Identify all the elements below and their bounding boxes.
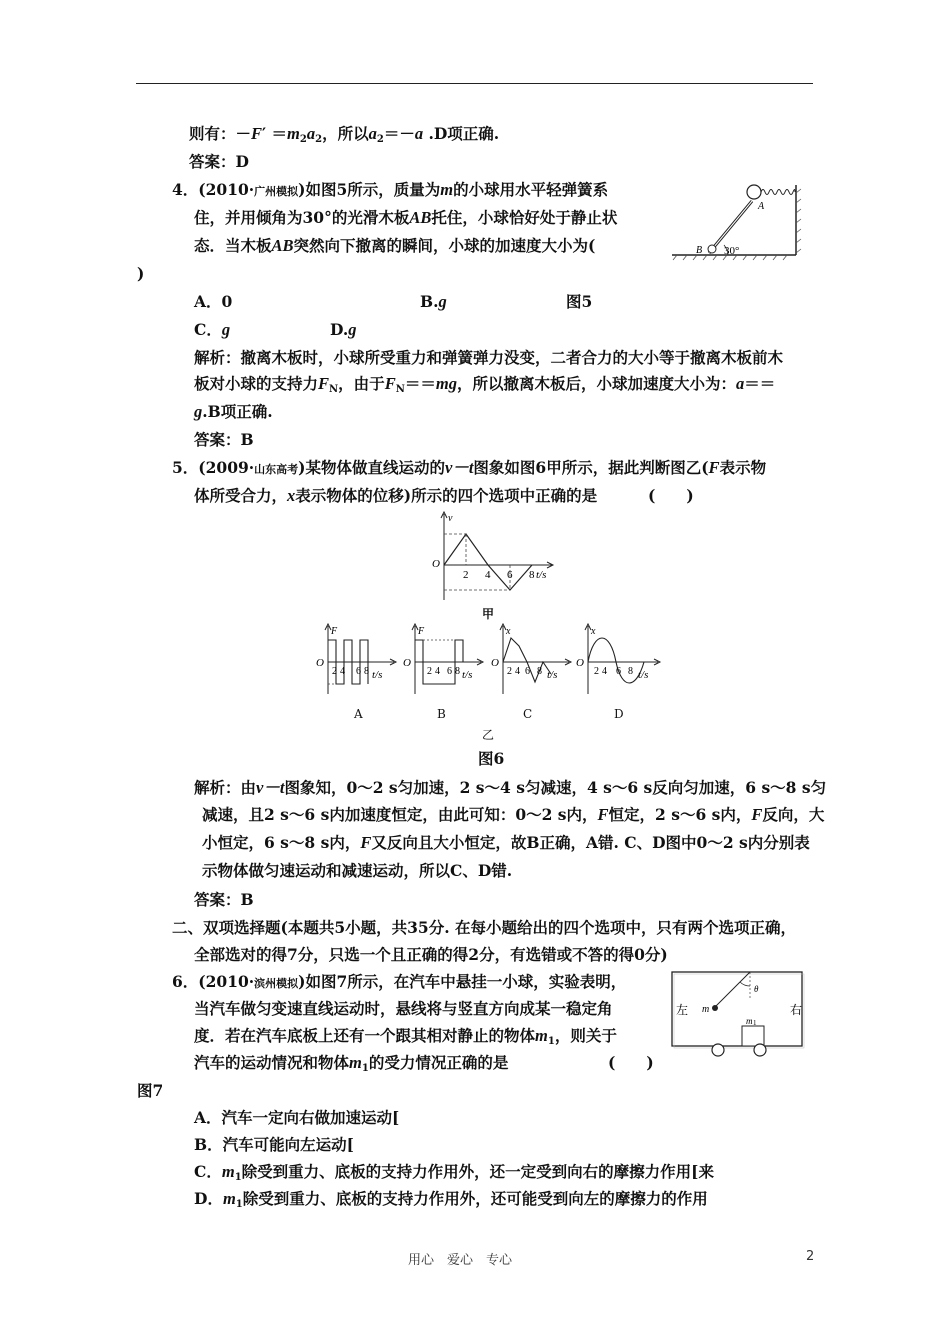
- yi-c-origin: O: [491, 657, 499, 669]
- yi-b-tick-6: 6: [447, 666, 452, 677]
- yi-label-a: A: [354, 707, 363, 721]
- q3-answer: 答案：D: [189, 152, 249, 171]
- q6-line3: 度．若在汽车底板上还有一个跟其相对静止的物体$m_1$，则关于: [194, 1026, 617, 1047]
- figure-7-car-pendulum: [668, 968, 808, 1058]
- q4-figure-caption: 图5: [566, 292, 593, 311]
- jia-tick-8: 8: [529, 569, 535, 581]
- yi-label-b: B: [437, 707, 446, 721]
- yi-c-tick-8: 8: [537, 666, 542, 677]
- yi-d-axis-t: t/s: [638, 669, 649, 681]
- q5-explanation-3: 小恒定，6 s～8 s内，F又反向且大小恒定，故B正确，A错. C、D图中0～2 s内分别表: [202, 833, 810, 852]
- q5-line2: 体所受合力，x表示物体的位移)所示的四个选项中正确的是: [194, 486, 598, 505]
- yi-c-axis-t: t/s: [547, 669, 558, 681]
- fig7-right: 右: [790, 1003, 803, 1017]
- yi-d-axis: x: [591, 626, 596, 637]
- q4-answer: 答案：B: [194, 430, 254, 449]
- yi-d-tick-4: 4: [602, 666, 607, 677]
- q6-option-a: A．汽车一定向右做加速运动[: [194, 1108, 400, 1127]
- yi-label: 乙: [482, 728, 495, 742]
- yi-b-tick-8: 8: [455, 666, 460, 677]
- q5-figure-caption: 图6: [478, 749, 505, 768]
- footer-motto: 用心 爱心 专心: [408, 1253, 513, 1268]
- figure-6-jia-vt-graph: [430, 512, 560, 612]
- yi-a-axis: F: [331, 626, 338, 637]
- section-2-rules: 全部选对的得7分，只选一个且正确的得2分，有选错或不答的得0分): [194, 945, 668, 964]
- q5-explanation-1: 解析：由v－t图象知，0～2 s匀加速，2 s～4 s匀减速，4 s～6 s反向匀加速，6 s～8 s匀: [194, 778, 827, 797]
- jia-axis-v: v: [448, 513, 453, 524]
- yi-panel-b: [403, 624, 483, 694]
- q4-explanation-3: g.B项正确.: [194, 402, 273, 421]
- yi-c-tick-6: 6: [525, 666, 530, 677]
- yi-c-axis: x: [506, 626, 511, 637]
- yi-b-axis-t: t/s: [462, 669, 473, 681]
- figure-6-yi-graphs: [310, 622, 670, 702]
- q4-line3: 态．当木板AB突然向下撤离的瞬间，小球的加速度大小为(: [194, 236, 596, 255]
- q6-line2: 当汽车做匀变速直线运动时，悬线将与竖直方向成某一稳定角: [194, 999, 613, 1018]
- q6-line1: 6．(2010·滨州模拟)如图7所示，在汽车中悬挂一小球，实验表明，: [172, 972, 627, 991]
- q4-option-a: A．0: [194, 292, 233, 311]
- fig7-m1: m: [746, 1016, 753, 1026]
- jia-tick-2: 2: [463, 569, 469, 581]
- yi-a-origin: O: [316, 657, 324, 669]
- q4-line1: 4．(2010·广州模拟)如图5所示，质量为m的小球用水平轻弹簧系: [172, 180, 609, 199]
- q4-option-c: C．g: [194, 320, 231, 339]
- q6-option-b: B．汽车可能向左运动[: [194, 1135, 354, 1154]
- yi-c-tick-4: 4: [515, 666, 520, 677]
- fig7-m1-sub: 1: [753, 1019, 757, 1027]
- q4-line2: 住，并用倾角为30°的光滑木板AB托住，小球恰好处于静止状: [194, 208, 618, 227]
- yi-c-tick-2: 2: [507, 666, 512, 677]
- fig7-m: m: [702, 1004, 710, 1015]
- fig5-label-A: A: [758, 201, 765, 212]
- q4-line4: ): [137, 264, 145, 283]
- q6-figure-caption: 图7: [137, 1081, 164, 1100]
- q5-explanation-4: 示物体做匀速运动和减速运动，所以C、D错.: [202, 861, 513, 880]
- yi-d-tick-2: 2: [594, 666, 599, 677]
- yi-b-axis: F: [418, 626, 425, 637]
- yi-b-tick-4: 4: [435, 666, 440, 677]
- yi-d-origin: O: [576, 657, 584, 669]
- yi-label-c: C: [523, 707, 533, 721]
- jia-axis-t: t/s: [536, 569, 547, 581]
- figure-5-spring-ball: [672, 183, 802, 261]
- q5-answer-paren: ( ): [648, 486, 694, 505]
- yi-label-d: D: [614, 707, 624, 721]
- q4-option-b: B.g: [420, 292, 447, 311]
- q4-explanation-1: 解析：撤离木板时，小球所受重力和弹簧弹力没变，二者合力的大小等于撤离木板前木: [194, 348, 784, 367]
- yi-a-tick-2: 2: [332, 666, 337, 677]
- fig5-label-B: B: [696, 245, 703, 256]
- jia-label: 甲: [482, 607, 495, 621]
- yi-d-tick-6: 6: [616, 666, 621, 677]
- yi-panel-a: [316, 624, 396, 694]
- fig5-angle: 30°: [724, 245, 740, 257]
- page-number: 2: [806, 1249, 815, 1264]
- jia-origin: O: [432, 558, 440, 570]
- yi-b-origin: O: [403, 657, 411, 669]
- yi-a-axis-t: t/s: [372, 669, 383, 681]
- yi-a-tick-4: 4: [340, 666, 345, 677]
- yi-a-tick-6: 6: [356, 666, 361, 677]
- q6-option-c: C．$m_1$除受到重力、底板的支持力作用外，还一定受到向右的摩擦力作用[来: [194, 1162, 714, 1183]
- yi-d-tick-8: 8: [628, 666, 633, 677]
- q5-explanation-2: 减速，且2 s～6 s内加速度恒定，由此可知：0～2 s内，F恒定，2 s～6 s内，F反向，大: [202, 805, 825, 824]
- fig7-theta: θ: [754, 984, 759, 994]
- yi-panel-d: [576, 624, 660, 694]
- jia-tick-4: 4: [485, 569, 491, 581]
- q6-line4: 汽车的运动情况和物体$m_1$的受力情况正确的是: [194, 1053, 509, 1074]
- q6-option-d: D．$m_1$除受到重力、底板的支持力作用外，还可能受到向左的摩擦力的作用: [194, 1189, 708, 1210]
- q5-line1: 5．(2009·山东高考)某物体做直线运动的v－t图象如图6甲所示，据此判断图乙(F表示物: [172, 458, 767, 477]
- q4-explanation-2: 板对小球的支持力$F_N$，由于$F_N==mg$，所以撤离木板后，小球加速度大小为：a＝＝: [194, 374, 776, 395]
- jia-tick-6: 6: [507, 569, 513, 581]
- q3-conclusion: 则有：$-F' =m_2a_2$，所以$a_2=-a$ .D项正确.: [189, 124, 500, 145]
- yi-panel-c: [491, 624, 571, 694]
- yi-b-tick-2: 2: [427, 666, 432, 677]
- yi-a-tick-8: 8: [364, 666, 369, 677]
- fig7-left: 左: [676, 1003, 689, 1017]
- section-2-heading: 二、双项选择题(本题共5小题，共35分. 在每小题给出的四个选项中，只有两个选项正确，: [172, 918, 796, 937]
- q4-option-d: D.g: [330, 320, 357, 339]
- q5-answer: 答案：B: [194, 890, 254, 909]
- q6-answer-paren: ( ): [608, 1053, 654, 1072]
- header-rule: [136, 83, 813, 84]
